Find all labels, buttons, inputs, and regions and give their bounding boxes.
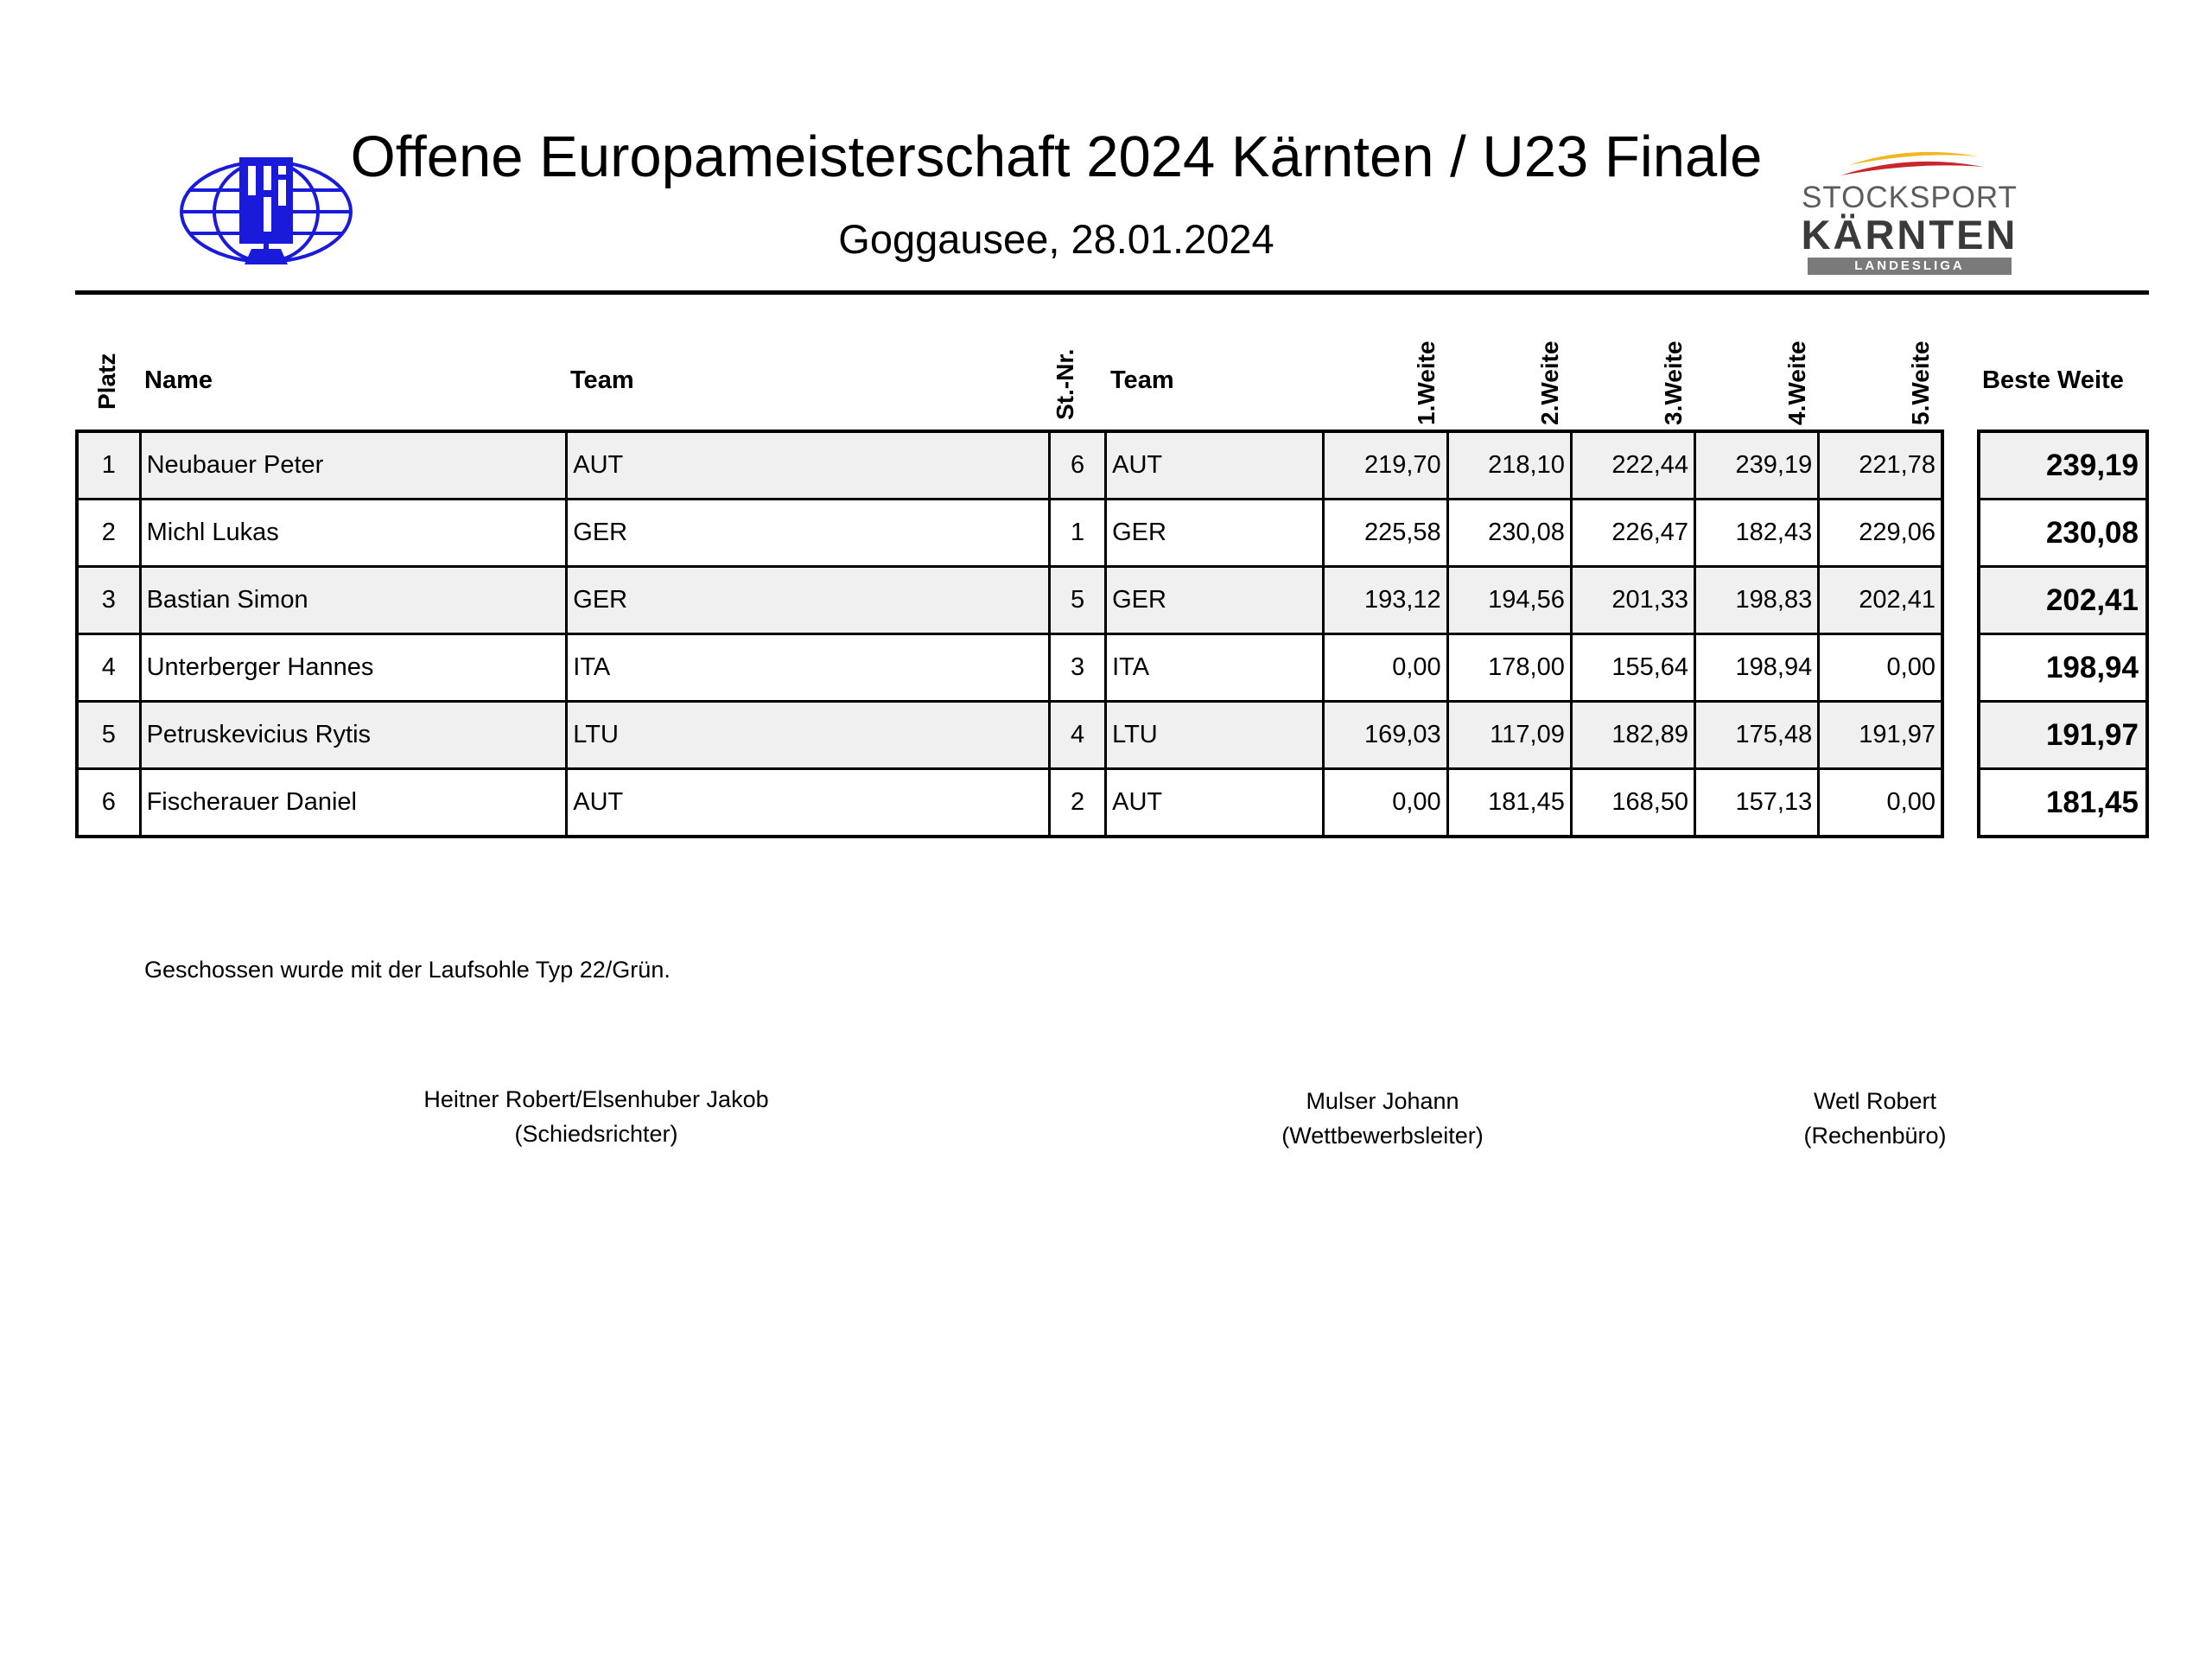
cell-platz: 6 xyxy=(77,769,140,837)
cell-weite-2: 230,08 xyxy=(1447,500,1571,567)
cell-team-2: ITA xyxy=(1106,634,1324,702)
cell-weite-1: 219,70 xyxy=(1324,431,1447,500)
cell-team: AUT xyxy=(567,769,1050,837)
header-divider xyxy=(75,290,2149,295)
column-header-beste-weite: Beste Weite xyxy=(1982,366,2124,394)
column-header-team: Team xyxy=(570,366,634,394)
cell-platz: 1 xyxy=(77,431,140,500)
cell-team-2: GER xyxy=(1106,567,1324,634)
table-row xyxy=(77,500,1942,567)
cell-beste-weite: 239,19 xyxy=(1979,431,2147,500)
cell-weite-5: 202,41 xyxy=(1819,567,1942,634)
cell-team-2: GER xyxy=(1106,500,1324,567)
cell-startnummer: 1 xyxy=(1050,500,1106,567)
signature-schiedsrichter xyxy=(337,1082,855,1151)
cell-platz: 4 xyxy=(77,634,140,702)
column-header-weite-2: 2.Weite xyxy=(1536,341,1563,425)
column-header-team-2: Team xyxy=(1110,366,1174,394)
table-row xyxy=(77,431,1942,500)
cell-team: ITA xyxy=(567,634,1050,702)
signature-role: (Rechenbüro) xyxy=(1803,1123,1947,1149)
cell-weite-5: 221,78 xyxy=(1819,431,1942,500)
logo-line-1: STOCKSPORT xyxy=(1802,181,2018,214)
cell-team-2: AUT xyxy=(1106,431,1324,500)
column-header-name: Name xyxy=(144,366,213,394)
cell-weite-1: 0,00 xyxy=(1324,634,1447,702)
document-title: Offene Europameisterschaft 2024 Kärnten / U23 Finale xyxy=(350,124,1763,189)
signature-name: Mulser Johann xyxy=(1306,1088,1459,1114)
signature-role: (Wettbewerbsleiter) xyxy=(1281,1123,1484,1149)
signature-name: Heitner Robert/Elsenhuber Jakob xyxy=(423,1086,769,1112)
cell-name: Neubauer Peter xyxy=(140,431,567,500)
table-row xyxy=(1979,769,2147,837)
logo-line-2: KÄRNTEN xyxy=(1801,212,2018,258)
table-row xyxy=(1979,702,2147,769)
cell-weite-5: 0,00 xyxy=(1819,634,1942,702)
cell-platz: 5 xyxy=(77,702,140,769)
cell-startnummer: 6 xyxy=(1050,431,1106,500)
table-row xyxy=(1979,500,2147,567)
table-row xyxy=(1979,567,2147,634)
cell-weite-5: 229,06 xyxy=(1819,500,1942,567)
cell-startnummer: 4 xyxy=(1050,702,1106,769)
logo-line-3: LANDESLIGA xyxy=(1808,258,2012,275)
cell-beste-weite: 230,08 xyxy=(1979,500,2147,567)
cell-team: GER xyxy=(567,500,1050,567)
cell-beste-weite: 191,97 xyxy=(1979,702,2147,769)
table-row xyxy=(1979,431,2147,500)
signature-wettbewerbsleiter xyxy=(1210,1084,1555,1153)
footnote: Geschossen wurde mit der Laufsohle Typ 22/Grün. xyxy=(144,957,671,983)
stocksport-kaernten-logo xyxy=(1797,141,2022,279)
ifi-globe-logo xyxy=(177,154,355,270)
cell-startnummer: 2 xyxy=(1050,769,1106,837)
cell-weite-2: 181,45 xyxy=(1447,769,1571,837)
cell-weite-3: 182,89 xyxy=(1571,702,1694,769)
cell-weite-1: 225,58 xyxy=(1324,500,1447,567)
cell-weite-1: 193,12 xyxy=(1324,567,1447,634)
column-header-platz: Platz xyxy=(93,353,120,410)
column-header-weite-4: 4.Weite xyxy=(1783,341,1810,425)
cell-platz: 2 xyxy=(77,500,140,567)
cell-weite-2: 117,09 xyxy=(1447,702,1571,769)
cell-weite-3: 201,33 xyxy=(1571,567,1694,634)
cell-team: AUT xyxy=(567,431,1050,500)
cell-weite-4: 198,83 xyxy=(1695,567,1819,634)
cell-name: Bastian Simon xyxy=(140,567,567,634)
cell-name: Petruskevicius Rytis xyxy=(140,702,567,769)
cell-team: GER xyxy=(567,567,1050,634)
column-header-startnummer: St.-Nr. xyxy=(1052,348,1078,420)
table-row xyxy=(1979,634,2147,702)
cell-weite-4: 239,19 xyxy=(1695,431,1819,500)
cell-beste-weite: 198,94 xyxy=(1979,634,2147,702)
cell-beste-weite: 202,41 xyxy=(1979,567,2147,634)
cell-weite-3: 155,64 xyxy=(1571,634,1694,702)
cell-weite-5: 0,00 xyxy=(1819,769,1942,837)
cell-name: Unterberger Hannes xyxy=(140,634,567,702)
column-header-weite-5: 5.Weite xyxy=(1907,341,1934,425)
results-table xyxy=(75,430,1944,838)
cell-weite-4: 157,13 xyxy=(1695,769,1819,837)
best-distance-table xyxy=(1977,430,2149,838)
table-row xyxy=(77,769,1942,837)
cell-weite-4: 175,48 xyxy=(1695,702,1819,769)
cell-weite-5: 191,97 xyxy=(1819,702,1942,769)
cell-startnummer: 3 xyxy=(1050,634,1106,702)
table-row xyxy=(77,702,1942,769)
cell-weite-3: 168,50 xyxy=(1571,769,1694,837)
cell-name: Michl Lukas xyxy=(140,500,567,567)
document-subtitle: Goggausee, 28.01.2024 xyxy=(838,216,1274,262)
table-row xyxy=(77,567,1942,634)
cell-platz: 3 xyxy=(77,567,140,634)
cell-team-2: LTU xyxy=(1106,702,1324,769)
signature-rechenbuero xyxy=(1745,1084,2005,1153)
cell-weite-2: 218,10 xyxy=(1447,431,1571,500)
column-header-weite-3: 3.Weite xyxy=(1660,341,1687,425)
cell-weite-3: 226,47 xyxy=(1571,500,1694,567)
cell-weite-4: 198,94 xyxy=(1695,634,1819,702)
cell-beste-weite: 181,45 xyxy=(1979,769,2147,837)
signature-role: (Schiedsrichter) xyxy=(514,1121,678,1147)
cell-team-2: AUT xyxy=(1106,769,1324,837)
cell-name: Fischerauer Daniel xyxy=(140,769,567,837)
cell-weite-1: 0,00 xyxy=(1324,769,1447,837)
column-header-weite-1: 1.Weite xyxy=(1413,341,1440,425)
cell-weite-3: 222,44 xyxy=(1571,431,1694,500)
cell-weite-1: 169,03 xyxy=(1324,702,1447,769)
cell-weite-4: 182,43 xyxy=(1695,500,1819,567)
signature-name: Wetl Robert xyxy=(1813,1088,1937,1114)
table-row xyxy=(77,634,1942,702)
cell-startnummer: 5 xyxy=(1050,567,1106,634)
cell-team: LTU xyxy=(567,702,1050,769)
cell-weite-2: 178,00 xyxy=(1447,634,1571,702)
cell-weite-2: 194,56 xyxy=(1447,567,1571,634)
